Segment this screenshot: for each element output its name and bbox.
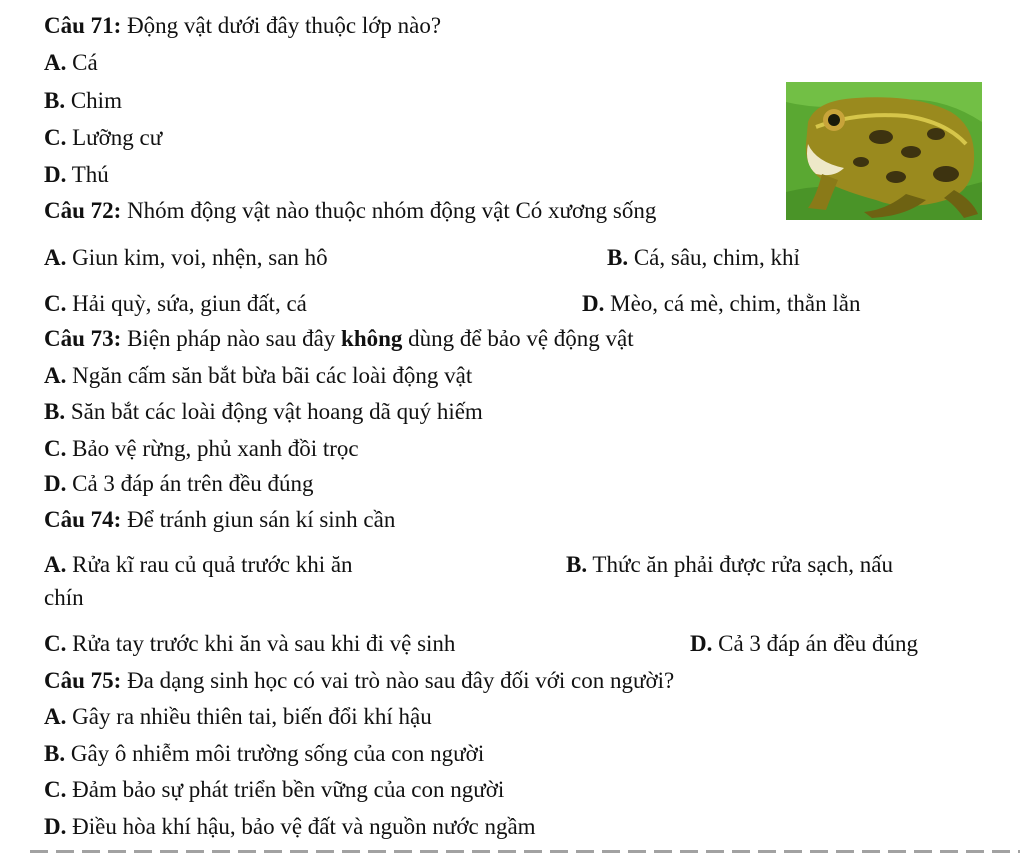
question-number: Câu 71:	[44, 13, 122, 38]
option-text: Cá, sâu, chim, khỉ	[628, 245, 800, 270]
option-74-b-continued: chín	[44, 585, 84, 610]
option-text: Gây ô nhiễm môi trường sống của con người	[65, 741, 485, 766]
option-74-a	[44, 553, 353, 576]
option-71-d	[44, 163, 109, 186]
option-text: Giun kim, voi, nhện, san hô	[66, 245, 328, 270]
option-72-d	[582, 292, 861, 315]
question-74	[44, 508, 395, 531]
option-73-c	[44, 437, 359, 460]
question-number: Câu 73:	[44, 326, 122, 351]
option-letter: B.	[44, 399, 66, 424]
option-letter: C.	[44, 777, 67, 802]
option-letter: A.	[44, 245, 67, 270]
option-text: Cả 3 đáp án đều đúng	[712, 631, 919, 656]
option-71-c	[44, 126, 162, 149]
frog-image	[786, 82, 982, 220]
option-75-b	[44, 742, 484, 765]
question-text: Động vật dưới đây thuộc lớp nào?	[121, 13, 442, 38]
option-74-b	[566, 553, 893, 576]
option-72-b	[607, 246, 800, 269]
option-letter: A.	[44, 552, 67, 577]
option-73-d	[44, 472, 314, 495]
option-text: Săn bắt các loài động vật hoang dã quý hiếm	[65, 399, 483, 424]
option-text: Chim	[65, 88, 122, 113]
option-letter: D.	[44, 814, 67, 839]
question-number: Câu 75:	[44, 668, 122, 693]
question-emphasis: không	[341, 326, 403, 351]
option-text: Lưỡng cư	[66, 125, 163, 150]
option-letter: D.	[44, 471, 67, 496]
option-text: Gây ra nhiều thiên tai, biến đổi khí hậu	[66, 704, 432, 729]
question-text: dùng để bảo vệ động vật	[402, 326, 634, 351]
option-text: Mèo, cá mè, chim, thằn lằn	[604, 291, 861, 316]
option-73-a	[44, 364, 472, 387]
option-text: Thú	[66, 162, 109, 187]
option-text: Bảo vệ rừng, phủ xanh đồi trọc	[66, 436, 359, 461]
option-73-b	[44, 400, 483, 423]
option-letter: A.	[44, 363, 67, 388]
question-text: Biện pháp nào sau đây	[121, 326, 342, 351]
option-letter: A.	[44, 704, 67, 729]
option-72-a	[44, 246, 328, 269]
option-71-b	[44, 89, 122, 112]
option-letter: C.	[44, 631, 67, 656]
question-text: Nhóm động vật nào thuộc nhóm động vật Có xương sống	[121, 198, 657, 223]
option-letter: D.	[44, 162, 67, 187]
option-letter: D.	[582, 291, 605, 316]
option-71-a	[44, 51, 98, 74]
option-letter: C.	[44, 291, 67, 316]
option-text: Điều hòa khí hậu, bảo vệ đất và nguồn nước ngầm	[66, 814, 536, 839]
option-text: Hải quỳ, sứa, giun đất, cá	[66, 291, 307, 316]
option-letter: B.	[607, 245, 629, 270]
option-72-c	[44, 292, 307, 315]
question-72	[44, 199, 656, 222]
option-text: Đảm bảo sự phát triển bền vững của con người	[66, 777, 505, 802]
question-text: Để tránh giun sán kí sinh cần	[121, 507, 396, 532]
option-74-c	[44, 632, 455, 655]
option-75-d	[44, 815, 536, 838]
option-text: Cá	[66, 50, 98, 75]
option-74-d	[690, 632, 918, 655]
option-75-a	[44, 705, 432, 728]
option-letter: B.	[44, 741, 66, 766]
option-letter: C.	[44, 436, 67, 461]
option-letter: B.	[44, 88, 66, 113]
question-71	[44, 14, 441, 37]
option-text: Cả 3 đáp án trên đều đúng	[66, 471, 314, 496]
question-text: Đa dạng sinh học có vai trò nào sau đây đối với con người?	[121, 668, 675, 693]
option-text: Rửa kĩ rau củ quả trước khi ăn	[66, 552, 353, 577]
option-75-c	[44, 778, 504, 801]
option-text: Rửa tay trước khi ăn và sau khi đi vệ sinh	[66, 631, 456, 656]
option-text: Thức ăn phải được rửa sạch, nấu	[587, 552, 893, 577]
question-number: Câu 72:	[44, 198, 122, 223]
cut-off-text-line	[30, 850, 1020, 853]
option-letter: D.	[690, 631, 713, 656]
question-75	[44, 669, 674, 692]
option-text: Ngăn cấm săn bắt bừa bãi các loài động vật	[66, 363, 473, 388]
option-letter: B.	[566, 552, 588, 577]
question-number: Câu 74:	[44, 507, 122, 532]
option-letter: A.	[44, 50, 67, 75]
question-73	[44, 327, 634, 350]
option-letter: C.	[44, 125, 67, 150]
